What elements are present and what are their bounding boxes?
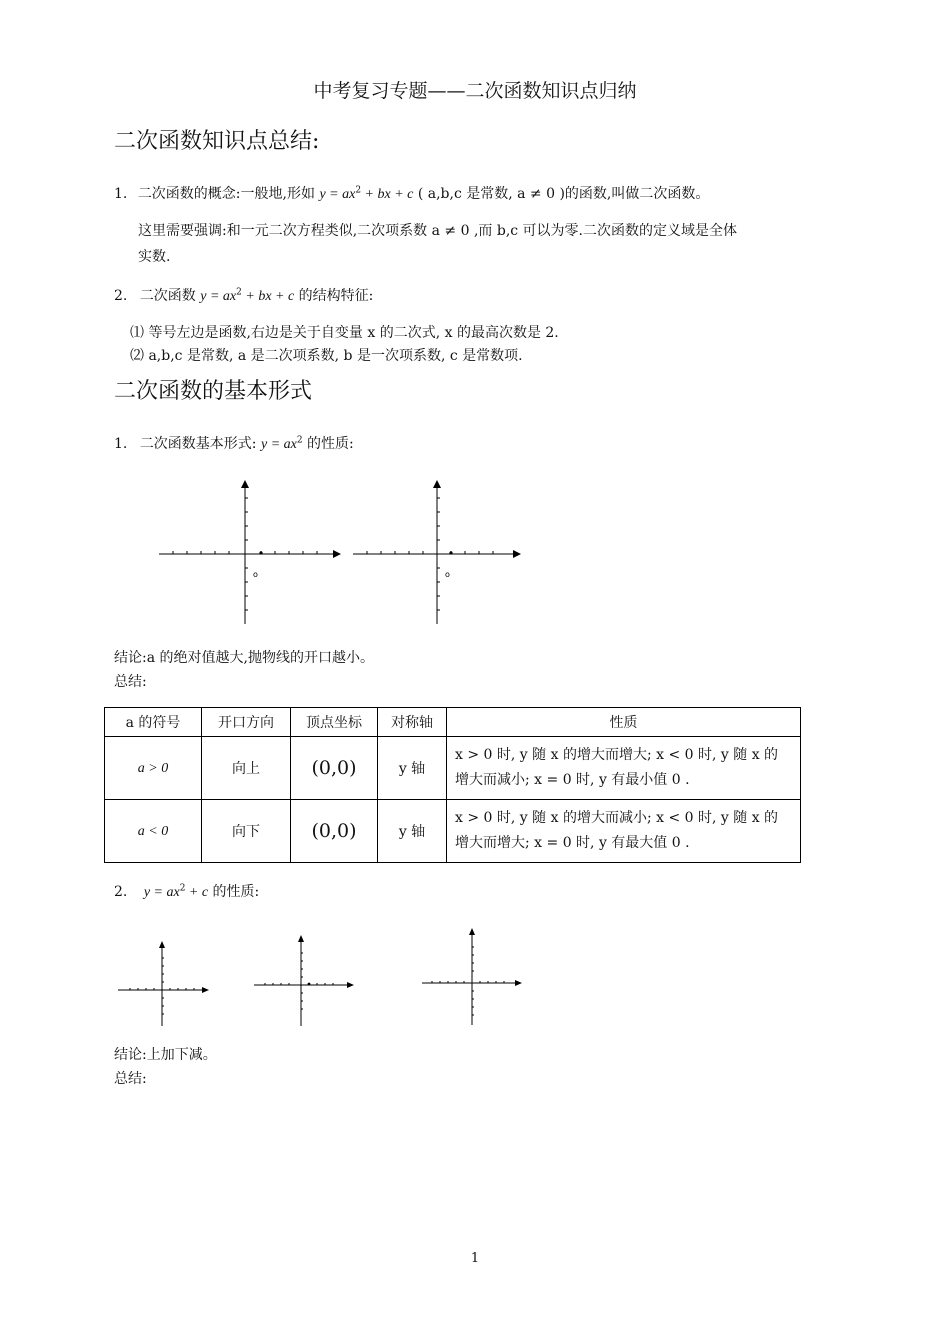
table-row — [105, 800, 801, 863]
emphasis-line: 这里需要强调:和一元二次方程类似,二次项系数 a ≠ 0 ,而 b,c 可以为零.二次函数的定义域是全体 — [138, 223, 738, 239]
basic-form-item — [114, 433, 354, 453]
coordinate-axes-1 — [155, 478, 345, 628]
structure-text: 二次函数 — [139, 288, 196, 304]
summary-label-2: 总结: — [114, 1071, 147, 1087]
small-axes-2 — [252, 932, 362, 1028]
cell-vertex: (0,0) — [291, 800, 378, 863]
header-axis: 对称轴 — [378, 708, 447, 737]
exponent: 2 — [236, 287, 242, 298]
header-property: 性质 — [447, 708, 801, 737]
shift-form-text-tail: 的性质: — [212, 884, 260, 900]
concept-text-tail: ( a,b,c 是常数, a ≠ 0 )的函数,叫做二次函数。 — [417, 186, 710, 202]
cell-sign: a > 0 — [105, 737, 202, 800]
structure-text-tail: 的结构特征: — [298, 288, 374, 304]
exponent: 2 — [355, 185, 362, 196]
header-direction: 开口方向 — [202, 708, 291, 737]
cell-direction: 向下 — [202, 800, 291, 863]
exponent: 2 — [296, 435, 303, 446]
cell-direction: 向上 — [202, 737, 291, 800]
page-number: 1 — [470, 1251, 480, 1266]
basic-formula: y = ax — [260, 437, 297, 452]
concept-item — [114, 183, 709, 203]
header-vertex: 顶点坐标 — [291, 708, 378, 737]
concept-text: 二次函数的概念:一般地,形如 — [137, 186, 315, 202]
origin-label: o — [253, 570, 258, 579]
item-number: 2. — [114, 288, 128, 304]
item-number: 1. — [114, 186, 128, 202]
conclusion-2: 结论:上加下减。 — [114, 1047, 217, 1063]
shift-formula: y = ax — [143, 885, 180, 900]
cell-vertex: (0,0) — [291, 737, 378, 800]
cell-sign: a < 0 — [105, 800, 202, 863]
cell-property: x > 0 时, y 随 x 的增大而减小; x < 0 时, y 随 x 的增大而增大; x = 0 时, y 有最大值 0 . — [447, 800, 801, 863]
shift-form-item — [114, 881, 259, 901]
cell-axis: y 轴 — [378, 737, 447, 800]
table-row — [105, 737, 801, 800]
table-header-row — [105, 708, 801, 737]
cell-axis: y 轴 — [378, 800, 447, 863]
shift-formula-rest: + c — [185, 885, 209, 900]
properties-table — [104, 707, 801, 863]
cell-property: x > 0 时, y 随 x 的增大而增大; x < 0 时, y 随 x 的增大而减小; x = 0 时, y 有最小值 0 . — [447, 737, 801, 800]
general-formula: y = ax — [319, 187, 356, 202]
item-number: 2. — [114, 884, 128, 900]
section-heading-basic-forms: 二次函数的基本形式 — [114, 379, 313, 404]
general-formula: y = ax — [200, 289, 237, 304]
basic-form-text: 二次函数基本形式: — [139, 436, 257, 452]
small-axes-1 — [116, 938, 216, 1028]
exponent: 2 — [179, 883, 186, 894]
item-number: 1. — [114, 436, 128, 452]
header-sign: a 的符号 — [105, 708, 202, 737]
structure-point-2: ⑵ a,b,c 是常数, a 是二次项系数, b 是一次项系数, c 是常数项. — [130, 348, 523, 364]
small-axes-3 — [420, 925, 532, 1029]
section-heading-summary: 二次函数知识点总结: — [114, 129, 320, 154]
emphasis-line-2: 实数. — [138, 249, 171, 265]
summary-label-1: 总结: — [114, 674, 147, 690]
conclusion-1: 结论:a 的绝对值越大,抛物线的开口越小。 — [114, 650, 374, 666]
basic-form-text-tail: 的性质: — [307, 436, 354, 452]
general-formula-rest: + bx + c — [241, 289, 295, 304]
document-title: 中考复习专题——二次函数知识点归纳 — [313, 80, 637, 102]
coordinate-axes-2 — [349, 478, 539, 628]
general-formula-rest: + bx + c — [361, 187, 414, 202]
structure-item — [114, 285, 373, 305]
origin-label: o — [445, 570, 450, 579]
structure-point-1: ⑴ 等号左边是函数,右边是关于自变量 x 的二次式, x 的最高次数是 2. — [130, 325, 559, 341]
